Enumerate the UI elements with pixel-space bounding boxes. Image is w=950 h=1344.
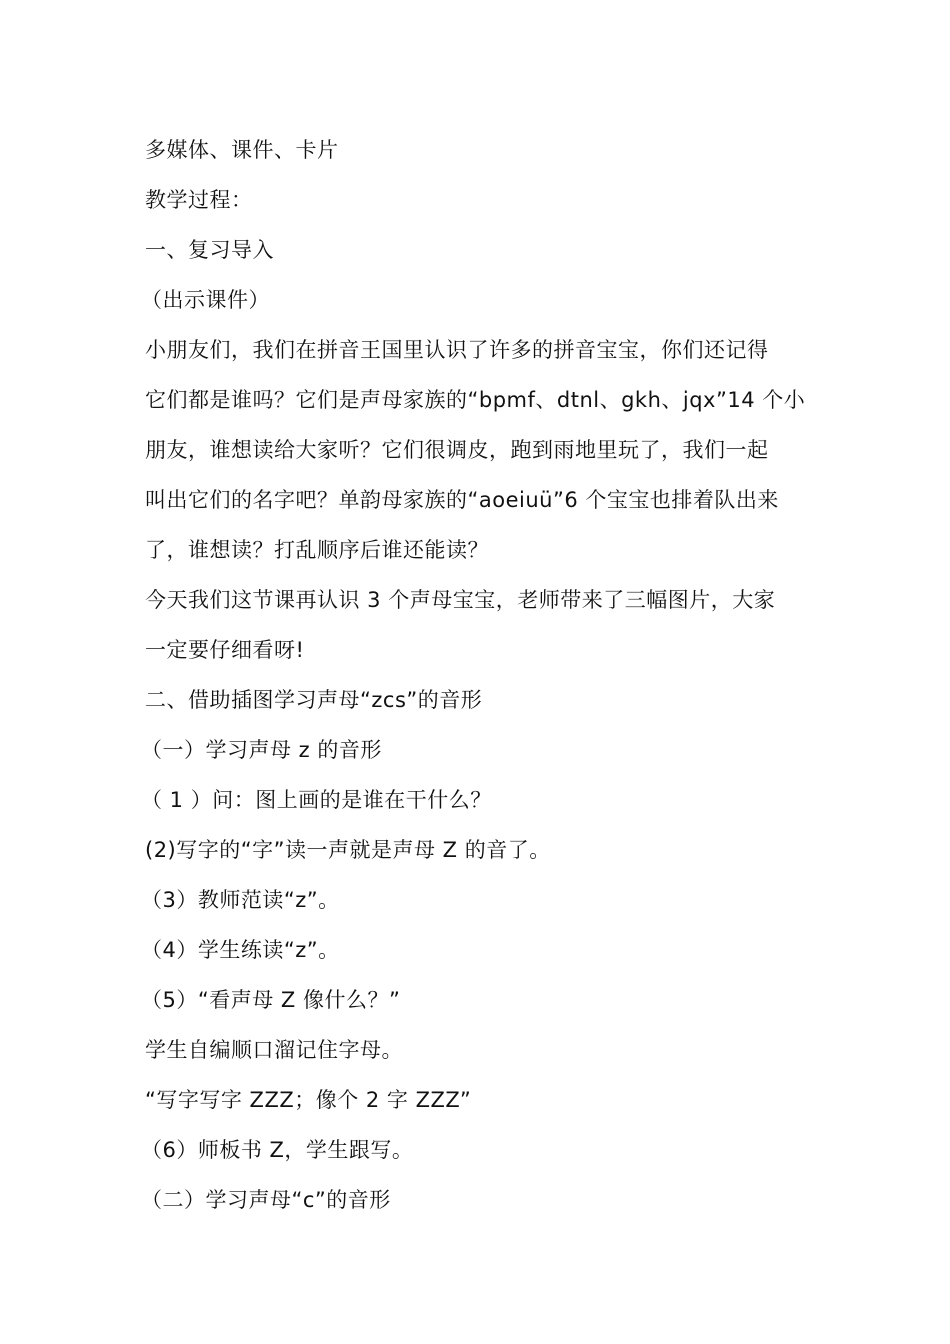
subsection-heading-c: （二）学习声母“c”的音形 <box>141 1188 391 1212</box>
section-heading-review: 一、复习导入 <box>145 238 274 262</box>
step-1: （ 1 ）问：图上画的是谁在干什么？ <box>141 788 492 812</box>
section-heading-process: 教学过程： <box>145 188 253 212</box>
step-2: (2)写字的“字”读一声就是声母 Z 的音了。 <box>145 838 551 862</box>
paragraph-line: 学生自编顺口溜记住字母。 <box>145 1038 403 1062</box>
note-show-courseware: （出示课件） <box>141 288 270 312</box>
paragraph-line: 今天我们这节课再认识 3 个声母宝宝，老师带来了三幅图片，大家 <box>145 588 776 612</box>
document-body <box>141 125 810 1225</box>
paragraph-line: 叫出它们的名字吧？单韵母家族的“aoeiuü”6 个宝宝也排着队出来 <box>145 488 779 512</box>
step-4: （4）学生练读“z”。 <box>141 938 340 962</box>
paragraph-line: 了，谁想读？打乱顺序后谁还能读？ <box>145 538 489 562</box>
rhyme-line: “写字写字 ZZZ；像个 2 字 ZZZ” <box>145 1088 472 1112</box>
step-6: （6）师板书 Z，学生跟写。 <box>141 1138 414 1162</box>
paragraph-line: 朋友，谁想读给大家听？它们很调皮，跑到雨地里玩了，我们一起 <box>145 438 769 462</box>
paragraph-line: 一定要仔细看呀! <box>145 638 305 662</box>
step-3: （3）教师范读“z”。 <box>141 888 340 912</box>
subsection-heading-z: （一）学习声母 z 的音形 <box>141 738 382 762</box>
section-heading-zcs: 二、借助插图学习声母“zcs”的音形 <box>145 688 483 712</box>
paragraph-line: 小朋友们，我们在拼音王国里认识了许多的拼音宝宝，你们还记得 <box>145 338 769 362</box>
materials-line: 多媒体、课件、卡片 <box>145 138 339 162</box>
step-5: （5）“看声母 Z 像什么？” <box>141 988 401 1012</box>
paragraph-line: 它们都是谁吗？它们是声母家族的“bpmf、dtnl、gkh、jqx”14 个小 <box>145 388 806 412</box>
